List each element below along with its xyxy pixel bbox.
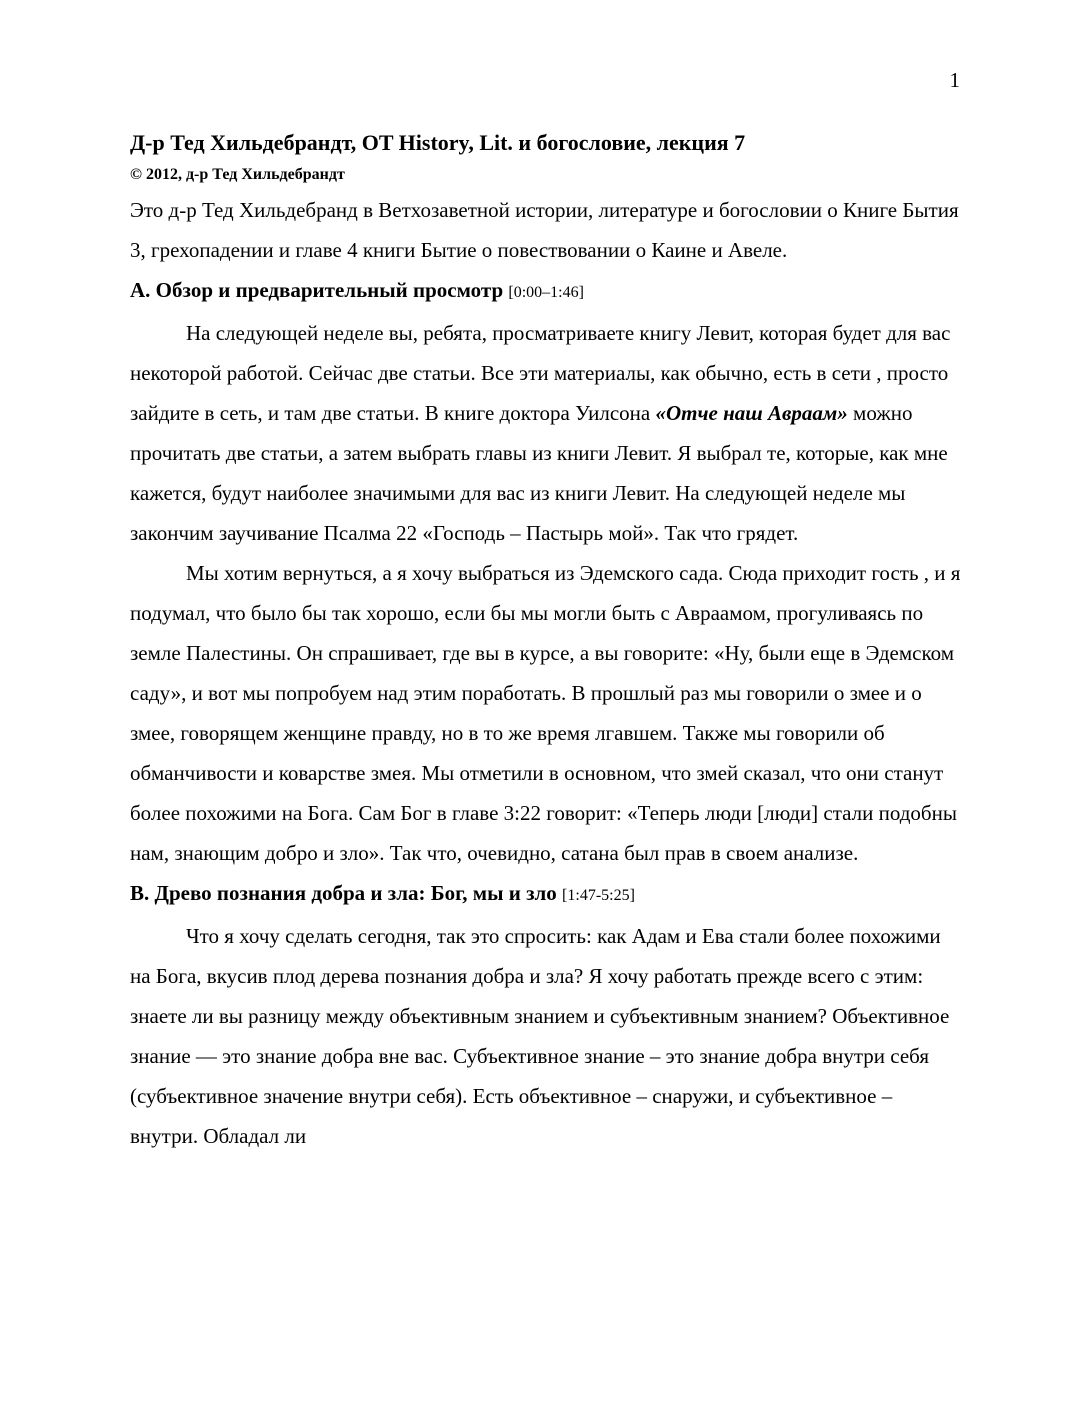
section-a-timestamp: [0:00–1:46]: [508, 284, 584, 301]
section-a-title: A. Обзор и предварительный просмотр: [130, 278, 504, 302]
document-body: [130, 128, 962, 1156]
section-a-paragraph-1-start: На следующей неделе вы, ребята, просматриваете книгу Левит, которая будет для вас некоторой работой. Сейчас две статьи. Все эти материалы, как обычно, есть в сети , просто зайдите в сеть, и там две статьи. В книге доктора Уилсона: [130, 321, 951, 425]
section-a-paragraph-1-end: можно прочитать две статьи, а затем выбрать главы из книги Левит. Я выбрал те, которые, как мне кажется, будут наиболее значимыми для вас из книги Левит. На следующей неделе мы закончим заучивание Псалма 22 «Господь – Пастырь мой». Так что грядет.: [130, 401, 948, 545]
section-b-paragraph-1: Что я хочу сделать сегодня, так это спросить: как Адам и Ева стали более похожими на Бога, вкусив плод дерева познания добра и зла? Я хочу работать прежде всего с этим: знаете ли вы разницу между объективным знанием и субъективным знанием? Объективное знание — это знание добра вне вас. Субъективное знание – это знание добра внутри себя (субъективное значение внутри себя). Есть объективное – снаружи, и субъективное – внутри. Обладал ли: [130, 924, 950, 1148]
book-title: «Отче наш Авраам»: [655, 401, 848, 425]
page-number: 1: [949, 68, 960, 92]
section-a-paragraph-2: Мы хотим вернуться, а я хочу выбраться из Эдемского сада. Сюда приходит гость , и я подумал, что было бы так хорошо, если бы мы могли быть с Авраамом, прогуливаясь по земле Палестины. Он спрашивает, где вы в курсе, а вы говорите: «Ну, были еще в Эдемском саду», и вот мы попробуем над этим поработать. В прошлый раз мы говорили о змее и о змее, говорящем женщине правду, но в то же время лгавшем. Также мы говорили об обманчивости и коварстве змея. Мы отметили в основном, что змей сказал, что они станут более похожими на Бога. Сам Бог в главе 3:22 говорит: «Теперь люди [люди] стали подобны нам, знающим добро и зло». Так что, очевидно, сатана был прав в своем анализе.: [130, 561, 961, 865]
section-b-timestamp: [1:47-5:25]: [562, 887, 635, 904]
document-title: Д-р Тед Хильдебрандт, OT History, Lit. и богословие, лекция 7: [130, 130, 746, 155]
section-b-heading: [130, 873, 962, 916]
copyright-line: © 2012, д-р Тед Хильдебрандт: [130, 166, 345, 183]
section-a-heading: [130, 270, 962, 313]
section-a-paragraph-1: [130, 313, 962, 553]
section-b-title: B. Древо познания добра и зла: Бог, мы и зло: [130, 881, 557, 905]
intro-paragraph: Это д-р Тед Хильдебранд в Ветхозаветной истории, литературе и богословии о Книге Бытия 3, грехопадении и главе 4 книги Бытие о повествовании о Каине и Авеле.: [130, 198, 959, 262]
